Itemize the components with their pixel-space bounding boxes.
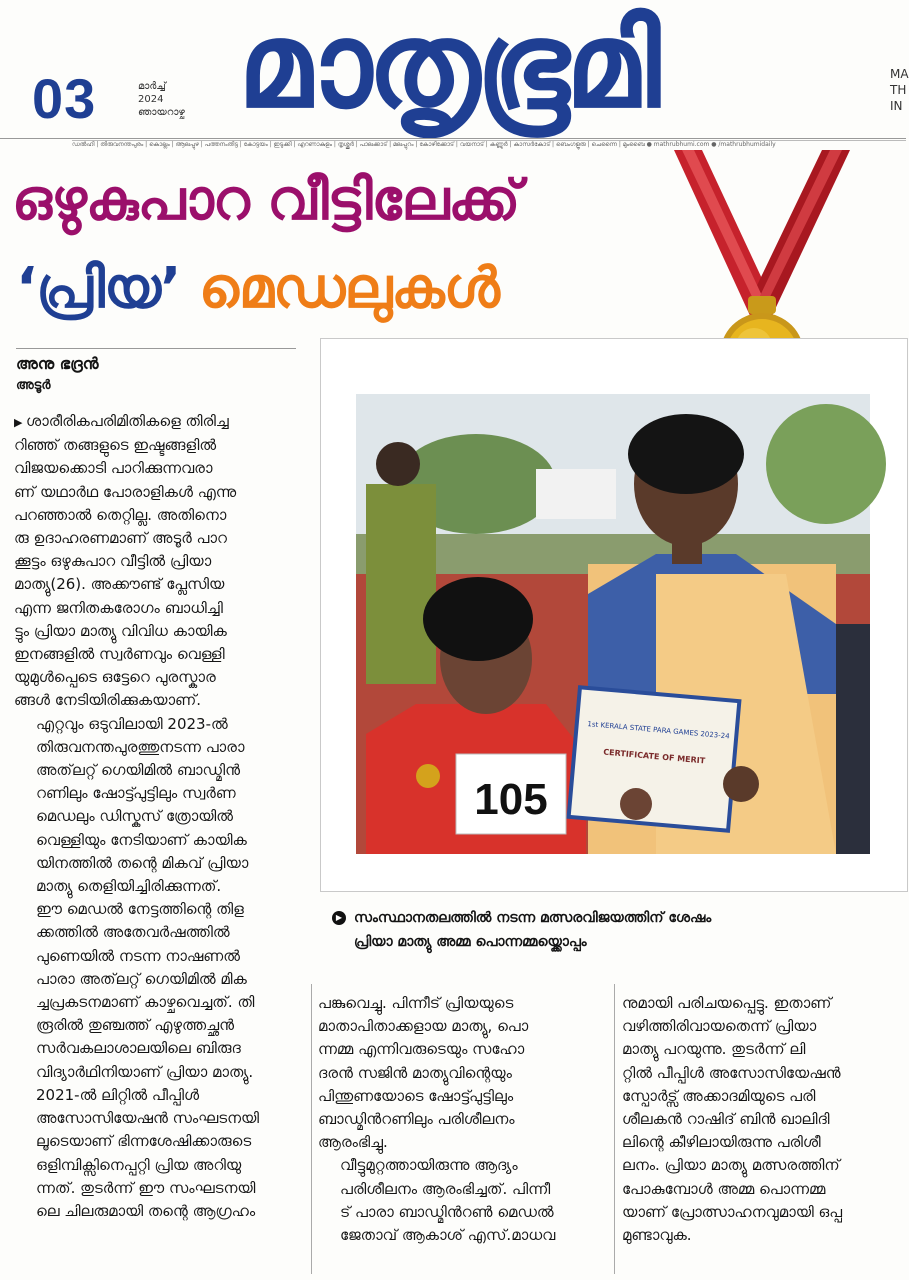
text-line: ന്നമ്മ എന്നിവരുടെയും സഹോ bbox=[318, 1040, 525, 1059]
text-line: വഴിത്തിരിവായതെന്ന് പ്രിയാ bbox=[622, 1017, 817, 1036]
text-line: ക്കൂട്ടം ഒഴുകുപാറ വീട്ടിൽ പ്രിയാ bbox=[14, 552, 212, 571]
edition-strip: ഡൽഹി | തിരുവനന്തപുരം | കൊല്ലം | ആലപ്പുഴ | പത്തനംതിട്ട | കോട്ടയം | ഇടുക്കി | എറണാകുളം | തൃശ്ശൂർ | പാലക്കാട് | മലപ്പുറം | കോഴിക്കോട് | വയനാട് | കണ്ണൂർ | കാസർകോട് | ബെംഗളൂരു | ചെന്നൈ | മുംബൈ ● mathrubhumi.com ● /mathrubhumidaily bbox=[72, 140, 906, 151]
text-line: മാത്യു തെളിയിച്ചിരിക്കുന്നത്. bbox=[36, 877, 222, 896]
text-line: ആരംഭിച്ചു. bbox=[318, 1133, 388, 1152]
text-line: ട്ടും പ്രിയാ മാത്യു വിവിധ കായിക bbox=[14, 621, 227, 640]
text-line: ലൂടെയാണ് ഭിന്നശേഷിക്കാരുടെ bbox=[36, 1132, 252, 1151]
text-line: ബാഡ്മിൻറണിലും പരിശീലനം bbox=[318, 1110, 515, 1129]
headline-line-1: ഒഴുകുപാറ വീട്ടിലേക്ക് bbox=[12, 168, 520, 233]
text-line: ഇനങ്ങളിൽ സ്വർണവും വെള്ളി bbox=[14, 645, 225, 664]
masthead-right-line: IN bbox=[890, 99, 903, 113]
text-line: മാത്യു പറയുന്നു. തുടർന്ന് ലി bbox=[622, 1040, 806, 1059]
text-line: വീട്ടുമുറ്റത്തായിരുന്നു ആദ്യം bbox=[340, 1156, 518, 1175]
text-line: ഒളിമ്പിക്സിനെപ്പറ്റി പ്രിയ അറിയു bbox=[36, 1155, 242, 1174]
column-divider bbox=[614, 984, 615, 1274]
headline-line-2 bbox=[16, 256, 499, 322]
bib-number: 105 bbox=[474, 775, 548, 824]
text-line: റ്റിൽ പീപ്പിൾ അസോസിയേഷൻ bbox=[622, 1063, 841, 1082]
headline-quoted-word: ‘പ്രിയ’ bbox=[16, 256, 181, 321]
masthead-right-line: TH bbox=[890, 83, 907, 97]
date-number: 03 bbox=[32, 67, 97, 130]
play-icon: ▶ bbox=[332, 911, 346, 925]
text-line: മെഡലും ഡിസ്കസ് ത്രോയിൽ bbox=[36, 807, 233, 826]
text-line: ജേതാവ് ആകാശ് എസ്.മാധവ bbox=[340, 1226, 556, 1245]
article-column-1 bbox=[14, 410, 304, 1223]
byline-divider bbox=[16, 348, 296, 349]
text-line: രൂരിൽ തുഞ്ചത്ത് എഴുത്തച്ഛൻ bbox=[36, 1016, 234, 1035]
date-weekday: ഞായറാഴ്ച bbox=[138, 107, 185, 118]
photo-caption bbox=[332, 906, 892, 954]
text-line: എറ്റവും ഒടുവിലായി 2023-ൽ bbox=[36, 714, 228, 733]
text-line: സർവകലാശാലയിലെ ബിരുദ bbox=[36, 1039, 241, 1058]
paragraph-2 bbox=[14, 713, 304, 1084]
text-line: മുണ്ടാവുക. bbox=[622, 1226, 692, 1245]
text-line: ഈ മെഡൽ നേട്ടത്തിന്റെ തിള bbox=[36, 900, 244, 919]
caption-line-1: സംസ്ഥാനതലത്തിൽ നടന്ന മത്സരവിജയത്തിന് ശേഷം bbox=[354, 910, 712, 926]
text-line: എന്ന ജനിതകരോഗം ബാധിച്ചി bbox=[14, 598, 223, 617]
text-line: ച്ചപ്രകടനമാണ് കാഴ്ചവെച്ചത്. തി bbox=[36, 993, 255, 1012]
text-line: ശീലകൻ റാഷിദ് ബിൻ ഖാലിദി bbox=[622, 1110, 830, 1129]
text-line: മാതാപിതാക്കളായ മാത്യു, പൊ bbox=[318, 1017, 529, 1036]
masthead-right-text bbox=[890, 66, 909, 114]
certificate-title: CERTIFICATE OF MERIT bbox=[602, 747, 706, 766]
text-line: ലെ ചിലരുമായി തന്റെ ആഗ്രഹം bbox=[36, 1201, 256, 1220]
column-divider bbox=[311, 984, 312, 1274]
text-line: പുണെയിൽ നടന്ന നാഷണൽ bbox=[36, 946, 240, 965]
author-name: അനു ഭദ്രൻ bbox=[16, 354, 99, 373]
paragraph-3 bbox=[14, 1084, 304, 1223]
text-line: ട് പാരാ ബാഡ്മിൻറൺ മെഡൽ bbox=[340, 1202, 554, 1221]
text-line: പരിശീലനം ആരംഭിച്ചത്. പിന്നീ bbox=[340, 1179, 551, 1198]
date-month: മാർച്ച് bbox=[138, 81, 166, 92]
text-line: ദരൻ സജിൻ മാത്യുവിന്റെയും bbox=[318, 1063, 512, 1082]
text-line: യിനത്തിൽ തന്റെ മികവ് പ്രിയാ bbox=[36, 853, 249, 872]
text-line: ന്നത്. തുടർന്ന് ഈ സംഘടനയി bbox=[36, 1178, 256, 1197]
text-line: ക്കത്തിൽ അതേവർഷത്തിൽ bbox=[36, 923, 230, 942]
text-line: തിരുവനന്തപുരത്തുനടന്ന പാരാ bbox=[36, 737, 245, 756]
text-line: വെള്ളിയും നേടിയാണ് കായിക bbox=[36, 830, 247, 849]
text-line: യാണ് പ്രോത്സാഹനവുമായി ഒപ്പ bbox=[622, 1202, 843, 1221]
text-line: ങ്ങൾ നേടിയിരിക്കുകയാണ്. bbox=[14, 691, 202, 710]
paragraph-1 bbox=[14, 410, 304, 713]
text-line: വിദ്യാർഥിനിയാണ് പ്രിയാ മാത്യു. bbox=[36, 1062, 254, 1081]
masthead-right-line: MA bbox=[890, 67, 909, 81]
text-line: ലിന്റെ കീഴിലായിരുന്നു പരിശീ bbox=[622, 1133, 821, 1152]
news-photo bbox=[356, 394, 870, 854]
newspaper-logo: മാതൃഭൂമി bbox=[238, 0, 657, 134]
lead-marker-icon: ▶ bbox=[14, 416, 26, 429]
text-line: അത്‌ലറ്റ് ഗെയിമിൽ ബാഡ്മിൻ bbox=[36, 761, 241, 780]
dateline-place: അടൂർ bbox=[16, 378, 51, 393]
article-column-2 bbox=[318, 992, 608, 1247]
text-line: പറഞ്ഞാൽ തെറ്റില്ല. അതിനൊ bbox=[14, 505, 227, 524]
certificate-header: 1st KERALA STATE PARA GAMES 2023-24 bbox=[587, 720, 730, 741]
paragraph-5 bbox=[318, 1154, 608, 1247]
text-line: പിന്തുണയോടെ ഷോട്ട്പുട്ടിലും bbox=[318, 1086, 514, 1105]
text-line: 2021-ൽ ലിറ്റിൽ പീപ്പിൾ bbox=[36, 1085, 200, 1104]
masthead-divider bbox=[0, 138, 906, 139]
text-line: റിഞ്ഞ് തങ്ങളുടെ ഇഷ്ടങ്ങളിൽ bbox=[14, 436, 217, 455]
caption-line-2: പ്രിയാ മാത്യു അമ്മ പൊന്നമ്മയ്ക്കൊപ്പം bbox=[354, 934, 587, 950]
paragraph-6 bbox=[622, 992, 904, 1247]
paragraph-4 bbox=[318, 992, 608, 1154]
text-line: വിജയക്കൊടി പാറിക്കുന്നവരാ bbox=[14, 459, 213, 478]
headline-rest: മെഡലുകൾ bbox=[198, 256, 499, 321]
text-line: റണിലും ഷോട്ട്പുട്ടിലും സ്വർണ bbox=[36, 784, 236, 803]
article-column-3 bbox=[622, 992, 904, 1247]
date-year: 2024 bbox=[138, 94, 164, 105]
text-line: അസോസിയേഷൻ സംഘടനയി bbox=[36, 1109, 260, 1128]
masthead bbox=[0, 0, 909, 140]
text-line: ലനം. പ്രിയാ മാത്യു മത്സരത്തിന് bbox=[622, 1156, 840, 1175]
date-details bbox=[138, 80, 185, 119]
text-line: നുമായി പരിചയപ്പെട്ടു. ഇതാണ് bbox=[622, 994, 832, 1012]
text-line: ണ് യഥാർഥ പോരാളികൾ എന്നു bbox=[14, 482, 237, 501]
text-line: ശാരീരികപരിമിതികളെ തിരിച്ച bbox=[25, 412, 229, 430]
text-line: പാരാ അത്‌ലറ്റ് ഗെയിമിൽ മിക bbox=[36, 969, 247, 988]
text-line: പങ്കുവെച്ചു. പിന്നീട് പ്രിയയുടെ bbox=[318, 994, 514, 1012]
text-line: യുമുൾപ്പെടെ ഒട്ടേറെ പുരസ്കാര bbox=[14, 668, 216, 687]
text-line: രു ഉദാഹരണമാണ് അടൂർ പാറ bbox=[14, 529, 227, 548]
text-line: സ്പോർട്സ് അക്കാദമിയുടെ പരി bbox=[622, 1086, 816, 1105]
text-line: മാത്യു(26). അക്കൗണ്ട് പ്ലേസിയ bbox=[14, 575, 225, 594]
text-line: പോകുമ്പോൾ അമ്മ പൊന്നമ്മ bbox=[622, 1179, 826, 1198]
